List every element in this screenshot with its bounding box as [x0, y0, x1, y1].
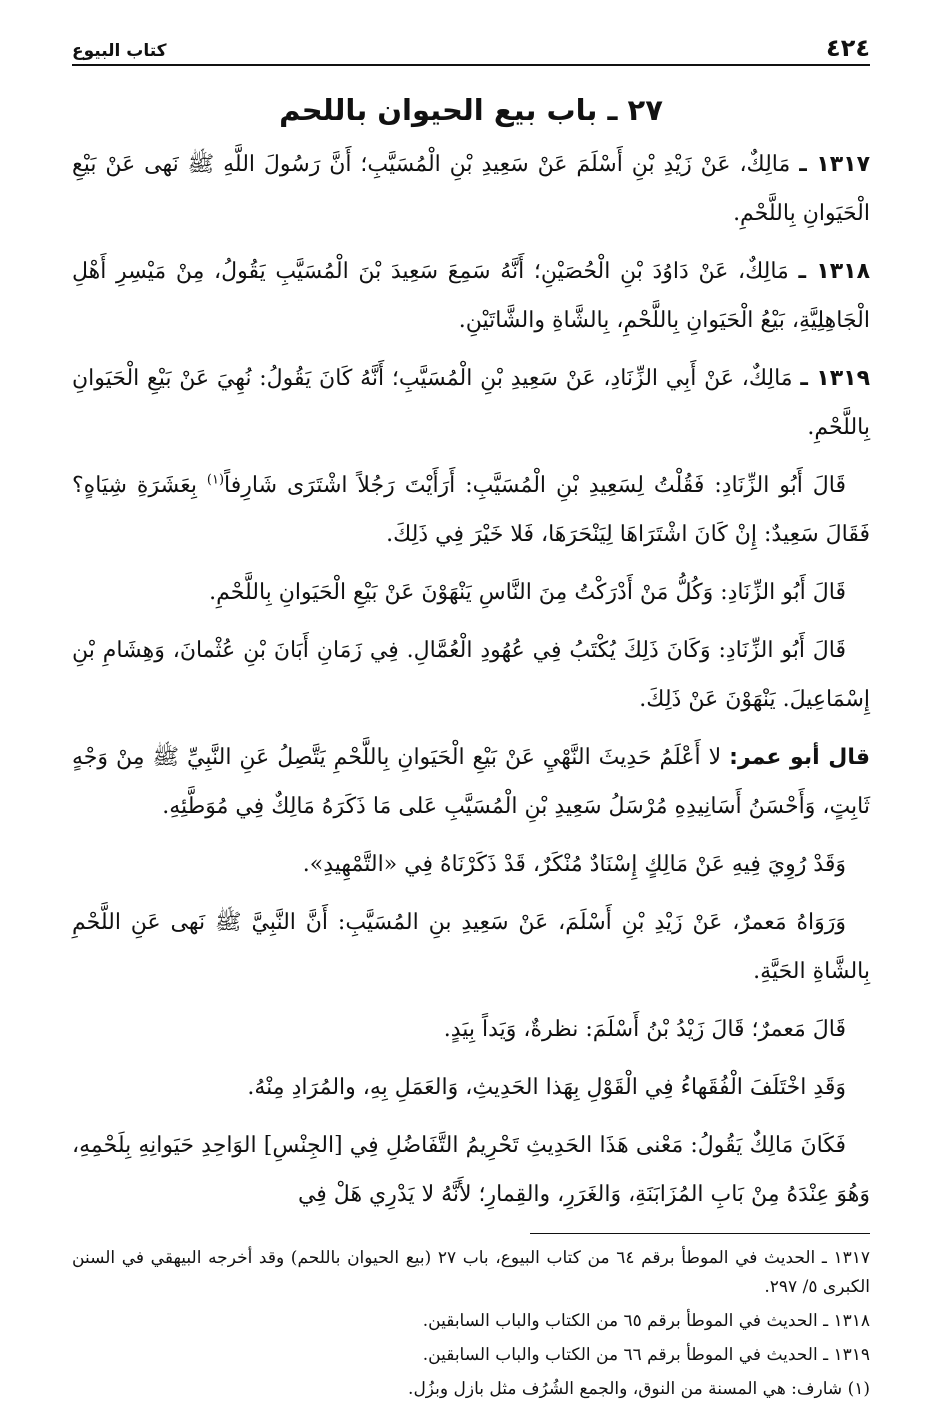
- hadith-text: مَالِكٌ، عَنْ أَبِي الزِّنَادِ، عَنْ سَعِيدِ بْنِ الْمُسَيَّبِ؛ أَنَّهُ كَانَ يَقُولُ: نُهِيَ عَنْ بَيْعِ الْحَيَوانِ بِاللَّحْمِ.: [72, 365, 870, 440]
- footnotes: [72, 1244, 870, 1404]
- hadith-number: ١٣١٩ ـ: [800, 365, 870, 391]
- book-title: كتاب البيوع: [72, 41, 167, 61]
- footnote-ref[interactable]: (١): [206, 472, 225, 488]
- commentary-paragraph: [72, 733, 870, 831]
- book-page: [72, 26, 871, 1399]
- hadith-text: مَالِكٌ، عَنْ زَيْدِ بْنِ أَسْلَمَ عَنْ سَعِيدِ بْنِ الْمُسَيَّبِ؛ أَنَّ رَسُولَ اللَّهِ ﷺ نَهى عَنْ بَيْعِ الْحَيَوانِ بِاللَّحْمِ.: [72, 151, 870, 226]
- hadith-1319: [72, 354, 870, 452]
- running-header: [72, 26, 870, 66]
- page-number: ٤٢٤: [826, 34, 870, 62]
- hadith-1318: [72, 247, 870, 345]
- paragraph-text: قَالَ أَبُو الزِّنَادِ: فَقُلْتُ لِسَعِيدِ بْنِ الْمُسَيَّبِ: أَرَأَيْتَ رَجُلاً اشْتَرَى شَارِفاً: [224, 472, 846, 498]
- paragraph: وَرَوَاهُ مَعمرٌ، عَنْ زَيْدِ بْنِ أَسْلَمَ، عَنْ سَعِيدِ بنِ المُسَيَّبِ: أَنَّ النَّبِيَّ ﷺ نَهى عَنِ اللَّحْمِ بِالشَّاةِ الحَيَّةِ.: [72, 909, 870, 984]
- footnote: ١٣١٨ ـ الحديث في الموطأ برقم ٦٥ من الكتاب والباب السابقين.: [422, 1310, 870, 1331]
- paragraph: قَالَ أَبُو الزِّنَادِ: وَكُلُّ مَنْ أَدْرَكْتُ مِنَ النَّاسِ يَنْهَوْنَ عَنْ بَيْعِ الْحَيَوانِ بِاللَّحْمِ.: [209, 579, 846, 605]
- hadith-number: ١٣١٨ ـ: [798, 258, 870, 284]
- chapter-title: ٢٧ ـ باب بيع الحيوان باللحم: [279, 93, 663, 127]
- footnote: (١) شارف: هي المسنة من النوق، والجمع الشُرُف مثل بازل وبزُل.: [408, 1378, 870, 1399]
- paragraph: قَالَ أَبُو الزِّنَادِ: وَكَانَ ذَلِكَ يُكْتَبُ فِي عُهُودِ الْعُمَّالِ. فِي زَمَانِ أَبَانَ بْنِ عُثْمانَ، وَهِشَامِ بْنِ إِسْمَاعِيلَ. يَنْهَوْنَ عَنْ ذَلِكَ.: [72, 637, 870, 712]
- paragraph-text: بِعَشَرَةِ شِيَاهٍ؟ فَقَالَ سَعِيدٌ: إِنْ كَانَ اشْتَرَاهَا لِيَنْحَرَهَا، فَلا خَيْرَ فِي ذَلِكَ.: [72, 472, 870, 547]
- hadith-number: ١٣١٧ ـ: [799, 151, 871, 177]
- footnote-divider: [530, 1233, 870, 1234]
- commentary-text: لا أَعْلَمُ حَدِيثَ النَّهْيِ عَنْ بَيْعِ الْحَيَوانِ بِاللَّحْمِ يَتَّصِلُ عَنِ النَّبِيِّ ﷺ مِنْ وَجْهٍ ثَابِتٍ، وَأَحْسَنُ أَسَانِيدِهِ مُرْسَلُ سَعِيدِ بْنِ الْمُسَيَّبِ عَلى مَا ذَكَرَهُ مَالِكٌ فِي مُوَطَّئِهِ.: [72, 744, 870, 819]
- paragraph: وَقَدْ رُوِيَ فِيهِ عَنْ مَالِكٍ إِسْنَادٌ مُنْكَرٌ، قَدْ ذَكَرْنَاهُ فِي «التَّمْهِيدِ».: [302, 851, 846, 877]
- paragraph: فَكَانَ مَالِكٌ يَقُولُ: مَعْنى هَذَا الحَدِيثِ تَحْرِيمُ التَّفَاضُلِ فِي [الجِنْسِ] الوَاحِدِ حَيَوانِهِ بِلَحْمِهِ، وَهُوَ عِنْدَهُ مِنْ بَابِ المُزَابَنَةِ، وَالغَرَرِ، والقِمارِ؛ لأَنَّهُ لا يَدْرِي هَلْ فِي: [72, 1132, 870, 1207]
- hadith-text: مَالِكٌ، عَنْ دَاوُدَ بْنِ الْحُصَيْنِ؛ أَنَّهُ سَمِعَ سَعِيدَ بْنَ الْمُسَيَّبِ يَقُولُ، مِنْ مَيْسِرِ أَهْلِ الْجَاهِلِيَّةِ، بَيْعُ الْحَيَوانِ بِاللَّحْمِ، بِالشَّاةِ والشَّاتَيْنِ.: [72, 258, 870, 333]
- paragraph: قَالَ مَعمرٌ؛ قَالَ زَيْدُ بْنُ أَسْلَمَ: نظرةٌ، وَيَداً بِيَدٍ.: [443, 1016, 846, 1042]
- paragraph: وَقَدِ اخْتَلَفَ الْفُقَهاءُ فِي الْقَوْلِ بِهَذا الحَدِيثِ، وَالعَمَلِ بِهِ، والمُرَادِ مِنْهُ.: [247, 1074, 846, 1100]
- footnote: ١٣١٧ ـ الحديث في الموطأ برقم ٦٤ من كتاب البيوع، باب ٢٧ (بيع الحيوان باللحم) وقد أخرجه البيهقي في السنن الكبرى ٥/ ٢٩٧.: [72, 1247, 870, 1297]
- hadith-1317: [72, 140, 870, 238]
- body-text: [72, 140, 870, 1219]
- footnote: ١٣١٩ ـ الحديث في الموطأ برقم ٦٦ من الكتاب والباب السابقين.: [422, 1344, 870, 1365]
- paragraph: [72, 461, 870, 559]
- commentator-label: قال أبو عمر:: [729, 744, 870, 770]
